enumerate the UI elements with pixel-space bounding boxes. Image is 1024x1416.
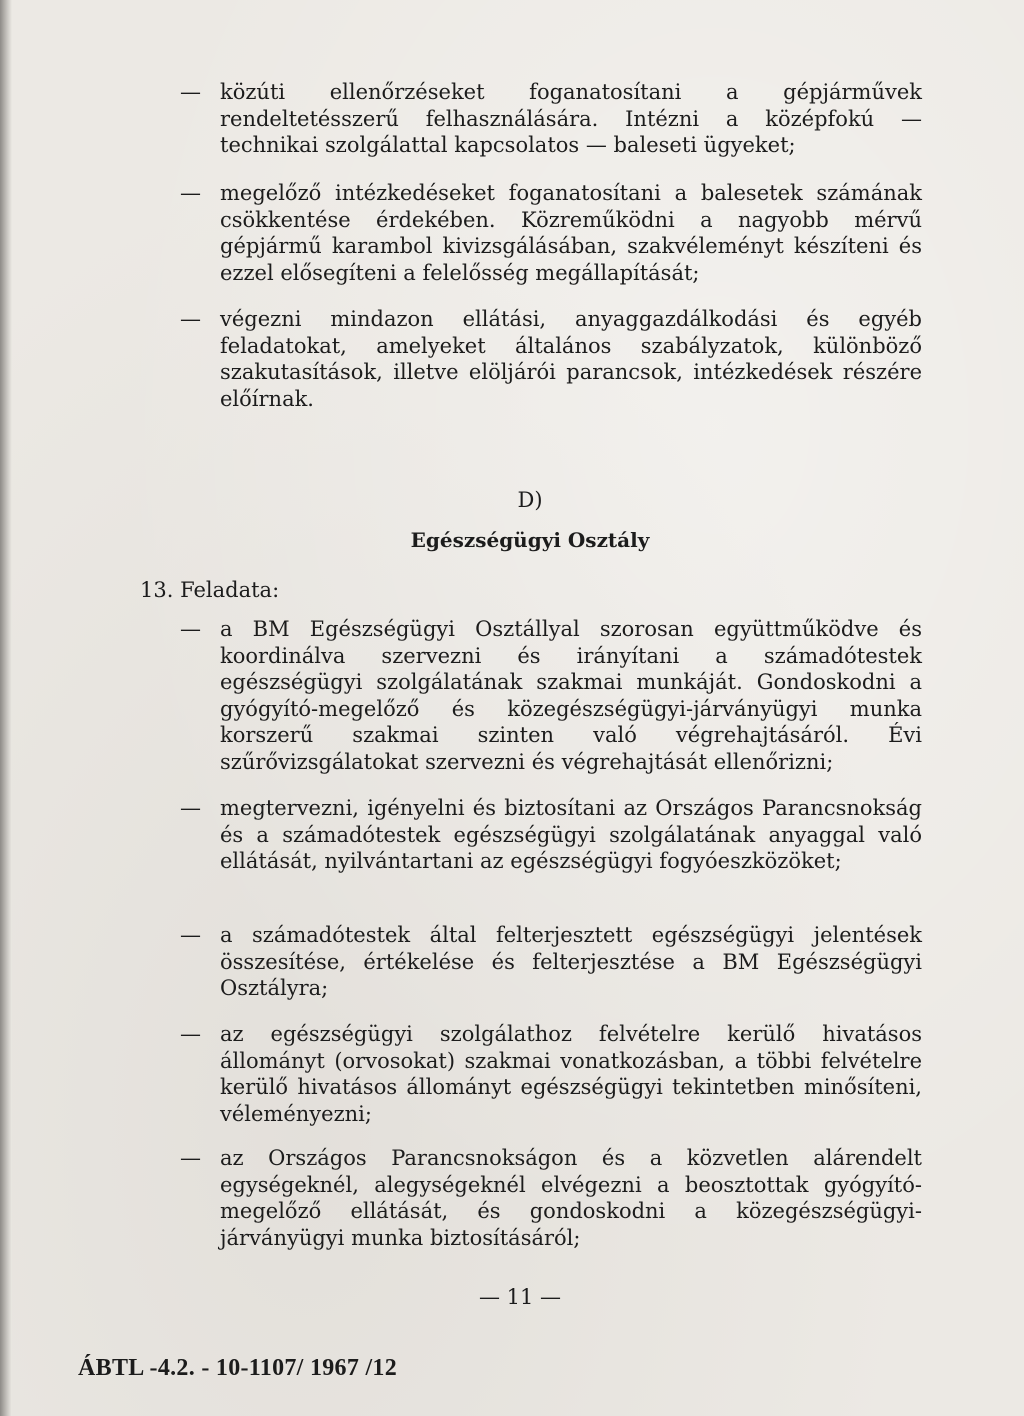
- list-item: [180, 616, 922, 775]
- list-item: [180, 1145, 922, 1251]
- list-item: [180, 922, 922, 1002]
- item-label: 13. Feladata:: [140, 578, 280, 602]
- list-dash: —: [180, 307, 201, 331]
- paragraph-text: megelőző intézkedéseket foganatosítani a balesetek számának csökkentése érdekében. Közreműködni a nagyobb mérvű gépjármű karambol kivizsgálásában, szakvéleményt készíteni és ezzel elősegíteni a felelősség megállapítását;: [220, 181, 922, 285]
- bullet-text: a számadótestek által felterjesztett egészségügyi jelentések összesítése, értékelése és felterjesztése a BM Egészségügyi Osztályra;: [220, 923, 922, 1000]
- list-dash: —: [180, 617, 201, 641]
- list-item: [180, 79, 922, 159]
- list-item: [180, 1021, 922, 1127]
- list-dash: —: [180, 1146, 201, 1170]
- bullet-text: a BM Egészségügyi Osztállyal szorosan együttműködve és koordinálva szervezni és irányítani a számadótestek egészségügyi szolgálatának szakmai munkáját. Gondoskodni a gyógyító-megelőző és közegészségügyi-járványügyi munka korszerű szakmai szinten való végrehajtásáról. Évi szűrővizsgálatokat szervezni és végrehajtását ellenőrizni;: [220, 617, 922, 774]
- paragraph-text: közúti ellenőrzéseket foganatosítani a gépjárművek rendeltetésszerű felhasználására. Intézni a középfokú — technikai szolgálattal kapcsolatos — baleseti ügyeket;: [220, 80, 922, 157]
- list-item: [180, 306, 922, 412]
- bullet-text: az Országos Parancsnokságon és a közvetlen alárendelt egységeknél, alegységeknél elvégezni a beosztottak gyógyító-megelőző ellátását, és gondoskodni a közegészségügyi-járványügyi munka biztosításáról;: [220, 1146, 922, 1250]
- list-dash: —: [180, 796, 201, 820]
- list-dash: —: [180, 923, 201, 947]
- bullet-text: az egészségügyi szolgálathoz felvételre kerülő hivatásos állományt (orvosokat) szakmai vonatkozásban, a többi felvételre kerülő hivatásos állományt egészségügyi tekintetben minősíteni, véleményezni;: [220, 1022, 922, 1126]
- list-item: [180, 180, 922, 286]
- page-edge-shadow: [0, 0, 12, 1416]
- archive-reference: ÁBTL -4.2. - 10-1107/ 1967 /12: [78, 1355, 398, 1381]
- list-dash: —: [180, 181, 201, 205]
- section-letter: D): [517, 488, 543, 512]
- list-dash: —: [180, 1022, 201, 1046]
- paragraph-text: végezni mindazon ellátási, anyaggazdálkodási és egyéb feladatokat, amelyeket általános szabályzatok, különböző szakutasítások, illetve elöljárói parancsok, intézkedések részére előírnak.: [220, 307, 922, 411]
- section-title: Egészségügyi Osztály: [410, 528, 650, 552]
- list-dash: —: [180, 80, 201, 104]
- page-number: — 11 —: [478, 1285, 562, 1309]
- bullet-text: megtervezni, igényelni és biztosítani az Országos Parancsnokság és a számadótestek egészségügyi szolgálatának anyaggal való ellátását, nyilvántartani az egészségügyi fogyóeszközöket;: [220, 796, 922, 873]
- list-item: [180, 795, 922, 875]
